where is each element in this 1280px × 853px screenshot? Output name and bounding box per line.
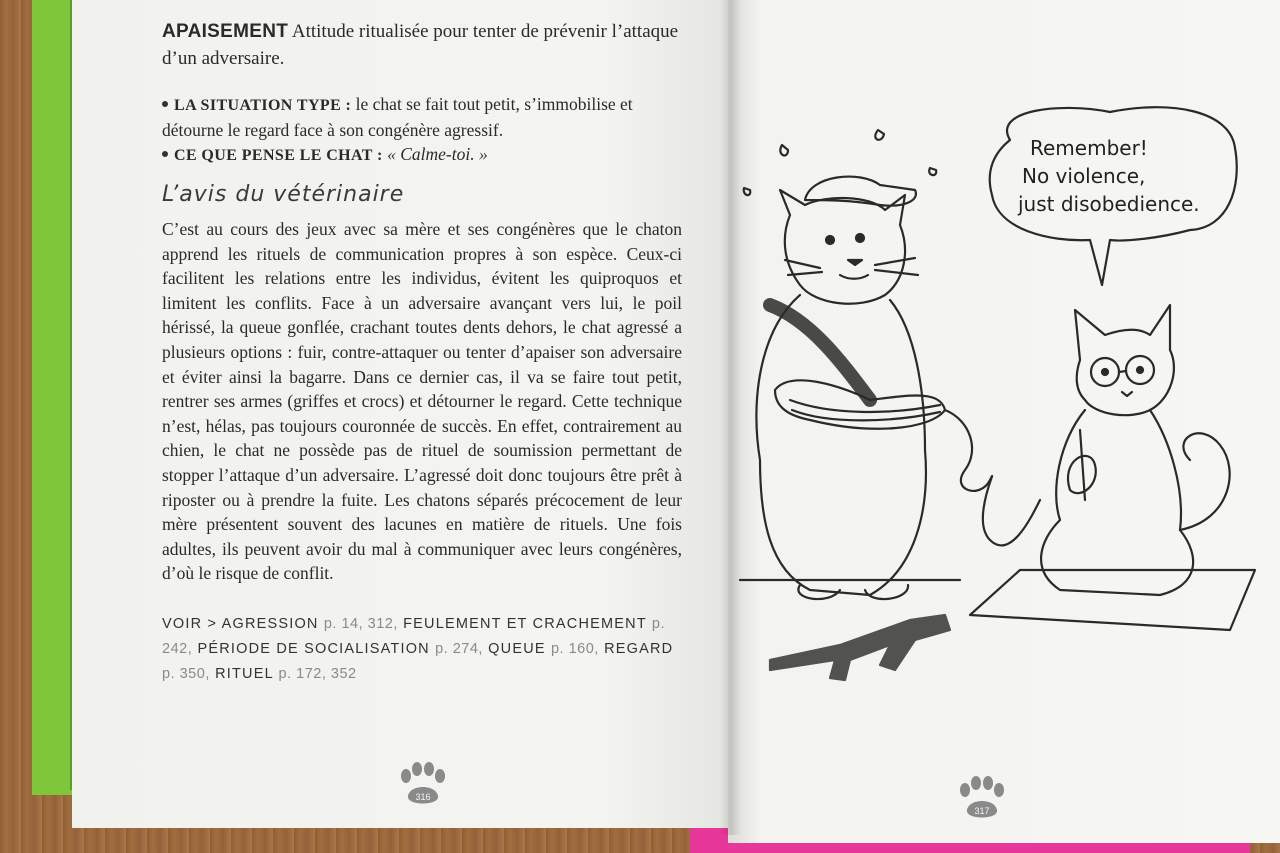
see-ref[interactable]: RITUEL p. 172, 352 [215,665,357,682]
thinks-label: CE QUE PENSE LE CHAT : [174,147,383,164]
see-ref[interactable]: REGARD p. 350, [162,640,674,682]
dictionary-entry [162,18,682,687]
thinks-line [162,142,682,168]
cartoon-illustration [730,100,1275,700]
situation-label: LA SITUATION TYPE : [174,97,352,114]
sweat-drop [744,188,751,195]
cable [945,410,1040,545]
see-ref[interactable]: QUEUE p. 160, [488,640,599,657]
situation-text: le chat se fait tout petit, s’immobilise et détourne le regard face à son congénère agressif. [162,94,633,140]
sweat-drop [780,145,788,155]
bullet-dot [162,101,168,107]
definition: Attitude ritualisée pour tenter de prévenir l’attaque d’un adversaire. [162,21,679,69]
small-cat-head [1075,305,1174,415]
see-ref[interactable]: AGRESSION p. 14, 312, [221,615,398,632]
entry-bullets [162,92,682,168]
sweat-drop [929,168,936,175]
big-cat-cap [805,177,916,206]
vet-section-title: L’avis du vétérinaire [162,182,405,207]
thinks-text: « Calme-toi. » [387,144,488,164]
sweat-drop [875,130,884,140]
paw-page-number-left [396,762,450,808]
page-number-right: 317 [974,806,990,816]
speech-line-2: No violence, [1022,164,1146,188]
small-cat-body [1041,410,1193,595]
see-ref[interactable]: PÉRIODE DE SOCIALISATION p. 274, [197,640,483,657]
page-number-left: 316 [415,792,431,802]
paw-page-number-right [955,776,1009,822]
green-book-cover [32,0,74,795]
situation-line [162,92,682,142]
rifle [770,615,950,680]
see-also-label: VOIR > [162,615,218,632]
entry-heading [162,18,682,72]
rug [970,570,1255,630]
speech-line-3: just disobedience. [1018,192,1200,216]
big-cat-head [780,190,905,304]
headword: APAISEMENT [162,21,289,42]
bullet-dot [162,151,168,157]
vet-body-text: C’est au cours des jeux avec sa mère et ses congénères que le chaton apprend les rituels de communication propres à son espèce. Ceux-ci facilitent les relations entre les individus, évitent les quiproquos et limitent les conflits. Face à un adversaire avançant vers lui, le poil hérissé, la queue gonflée, crachant toutes dents dehors, le chat agressé a plusieurs options : fuir, contre-attaquer ou tenter d’apaiser son adversaire et éviter ainsi la bagarre. Dans ce dernier cas, il va se faire tout petit, rentrer ses armes (griffes et crocs) et détourner le regard. Cette technique n’est, hélas, pas toujours couronnée de succès. En effet, contrairement au chien, le chat ne possède pas de rituel de soumission permettant de stopper l’attaque d’un adversaire. L’agressé doit donc toujours être prêt à riposter ou à prendre la fuite. Les chatons séparés précocement de leur mère présentent souvent des lacunes en matière de rituels. Une fois adultes, ils peuvent avoir du mal à communiquer avec leurs congénères, d’où le risque de conflit. [162,219,682,584]
big-cat-body [756,295,926,595]
see-also-block [162,612,682,687]
ammo-belt [770,305,870,400]
small-cat-tail [1180,433,1230,530]
speech-line-1: Remember! [1030,136,1148,160]
see-ref[interactable]: FEULEMENT ET CRACHEMENT p. 242, [162,615,665,657]
